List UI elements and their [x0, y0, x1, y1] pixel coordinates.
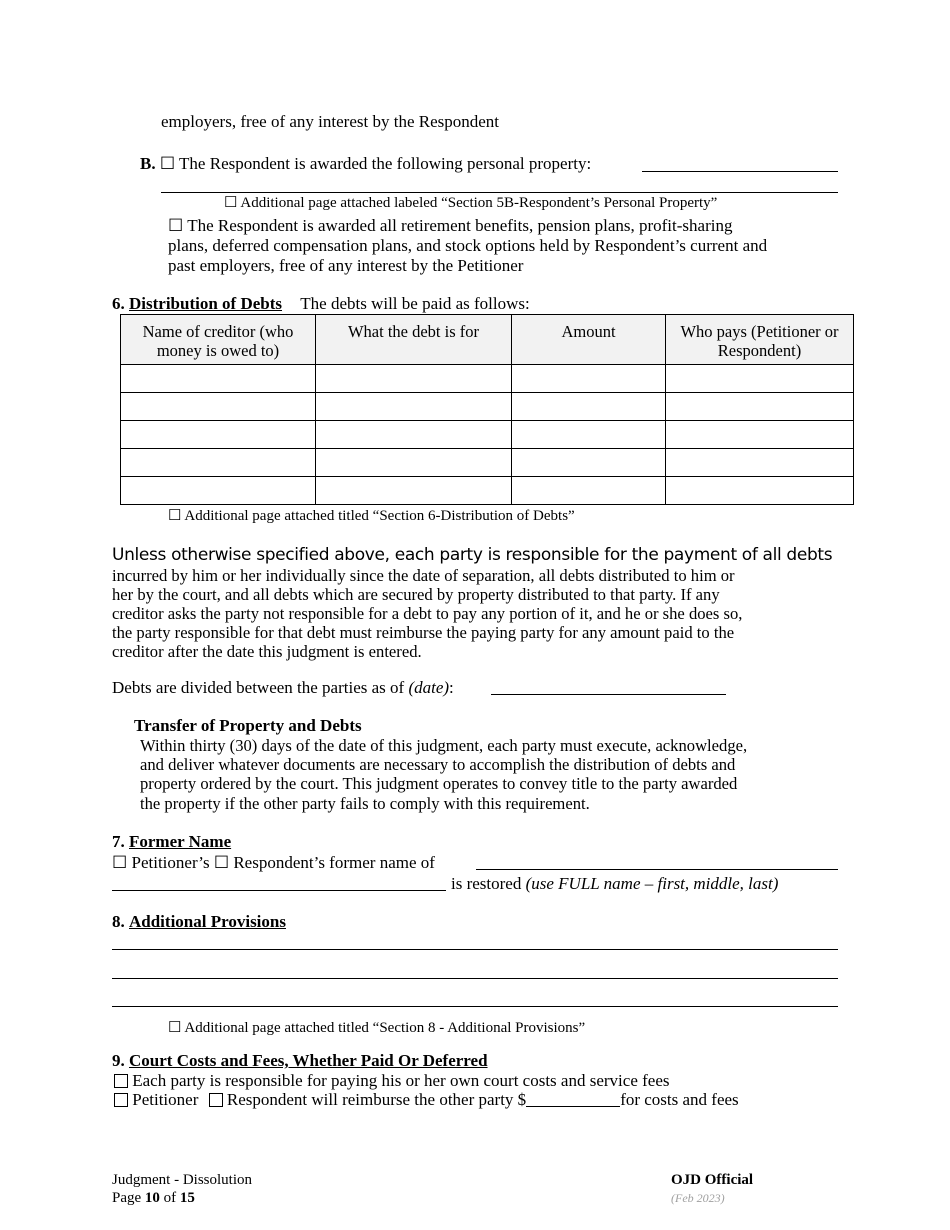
- col-amount-label: Amount: [561, 322, 616, 341]
- costs-suffix: for costs and fees: [620, 1090, 739, 1109]
- col-creditor-label: Name of creditor (who money is owed to): [142, 322, 294, 360]
- section8-attach-checkbox[interactable]: ☐: [168, 1020, 182, 1036]
- responsibility-line: creditor after the date this judgment is entered.: [112, 641, 422, 661]
- provisions-field-2[interactable]: [112, 978, 838, 979]
- respondent-checkbox[interactable]: ☐: [213, 853, 230, 872]
- responsibility-line: creditor asks the party not responsible for a debt to pay any portion of it, and he or she does so,: [112, 603, 743, 623]
- section5b-label: B.: [140, 154, 156, 173]
- footer-doc-title: Judgment - Dissolution: [112, 1172, 253, 1188]
- responsibility-line: incurred by him or her individually since the date of separation, all debts distributed to him or: [112, 565, 735, 585]
- table-row: [121, 449, 854, 477]
- debts-date-line: [112, 678, 454, 697]
- transfer-line: Within thirty (30) days of the date of this judgment, each party must execute, acknowledge,: [140, 736, 748, 755]
- table-cell[interactable]: [121, 449, 316, 477]
- transfer-line: property ordered by the court. This judgment operates to convey title to the party awarded: [140, 774, 738, 794]
- debts-date-field[interactable]: [491, 694, 726, 695]
- retirement-checkbox[interactable]: ☐: [168, 216, 184, 235]
- table-row: [121, 365, 854, 393]
- col-who-pays-label: Who pays (Petitioner or Respondent): [680, 322, 839, 360]
- own-costs-checkbox[interactable]: [114, 1074, 128, 1088]
- former-name-field-1[interactable]: [476, 869, 838, 870]
- table-row: [121, 393, 854, 421]
- provisions-field-1[interactable]: [112, 949, 838, 950]
- table-cell[interactable]: [316, 421, 512, 449]
- petitioner-reimburse-checkbox[interactable]: [114, 1093, 128, 1107]
- col-debt-for: [316, 315, 512, 365]
- section7-title: Former Name: [129, 832, 232, 851]
- table-cell[interactable]: [666, 477, 854, 505]
- table-cell[interactable]: [666, 421, 854, 449]
- footer-page-label: Page: [112, 1190, 145, 1206]
- former-name-field-2[interactable]: [112, 890, 446, 891]
- table-cell[interactable]: [512, 477, 666, 505]
- section7-heading: [112, 832, 231, 851]
- table-cell[interactable]: [316, 393, 512, 421]
- footer-official: OJD Official: [671, 1172, 754, 1188]
- section5b-checkbox[interactable]: ☐: [159, 154, 176, 173]
- retirement-text-1: The Respondent is awarded all retirement benefits, pension plans, profit-sharing: [187, 216, 733, 235]
- col-creditor: [121, 315, 316, 365]
- section8-attach-text: Additional page attached titled “Section 8 - Additional Provisions”: [184, 1020, 586, 1036]
- debts-table: [120, 314, 854, 505]
- table-cell[interactable]: [512, 449, 666, 477]
- section5b-attach-checkbox[interactable]: ☐: [224, 195, 238, 211]
- section8-heading: [112, 912, 286, 931]
- personal-property-field-1[interactable]: [642, 171, 838, 172]
- costs-option-1: [114, 1071, 669, 1090]
- debts-date-italic: (date): [408, 678, 450, 697]
- former-name-line: [112, 853, 435, 872]
- petitioner-label: Petitioner’s: [131, 853, 210, 872]
- table-cell[interactable]: [512, 365, 666, 393]
- restored-italic: (use FULL name – first, middle, last): [525, 874, 779, 893]
- section9-heading: [112, 1051, 488, 1070]
- restored-text: is restored: [451, 874, 526, 893]
- respondent-reimburse-checkbox[interactable]: [209, 1093, 223, 1107]
- section8-title: Additional Provisions: [129, 912, 286, 931]
- debts-date-suffix: :: [449, 678, 454, 697]
- table-cell[interactable]: [121, 477, 316, 505]
- section6-heading: [112, 294, 530, 313]
- section5-carry-text: employers, free of any interest by the Respondent: [161, 112, 500, 131]
- section7-num: 7.: [112, 832, 125, 851]
- section5b-attach-line: [224, 195, 717, 212]
- table-cell[interactable]: [666, 365, 854, 393]
- petitioner-checkbox[interactable]: ☐: [112, 853, 128, 872]
- section5b-text: The Respondent is awarded the following personal property:: [179, 154, 592, 173]
- own-costs-text: Each party is responsible for paying his or her own court costs and service fees: [132, 1071, 670, 1090]
- col-amount: [512, 315, 666, 365]
- responsibility-line: Unless otherwise specified above, each party is responsible for the payment of all debts: [112, 545, 833, 565]
- table-cell[interactable]: [666, 449, 854, 477]
- section6-num: 6.: [112, 294, 125, 313]
- section8-attach-line: [168, 1020, 585, 1037]
- transfer-title: Transfer of Property and Debts: [134, 716, 362, 735]
- footer-page-line: [112, 1190, 195, 1207]
- table-cell[interactable]: [121, 393, 316, 421]
- transfer-paragraph: [140, 736, 840, 813]
- table-cell[interactable]: [512, 393, 666, 421]
- responsibility-paragraph: [112, 546, 842, 661]
- petitioner-reimburse-label: Petitioner: [132, 1090, 199, 1109]
- section6-attach-text: Additional page attached titled “Section 6-Distribution of Debts”: [184, 508, 575, 524]
- table-cell[interactable]: [316, 477, 512, 505]
- section6-title: Distribution of Debts: [129, 294, 283, 313]
- col-debt-for-label: What the debt is for: [347, 322, 480, 341]
- retirement-text-2: plans, deferred compensation plans, and stock options held by Respondent’s current and: [168, 236, 768, 255]
- personal-property-field-2[interactable]: [161, 192, 838, 193]
- section9-num: 9.: [112, 1051, 125, 1070]
- table-cell[interactable]: [121, 421, 316, 449]
- respondent-reimburse-text: Respondent will reimburse the other party $: [226, 1090, 527, 1109]
- reimburse-amount-field[interactable]: [526, 1092, 620, 1107]
- section8-num: 8.: [112, 912, 125, 931]
- transfer-line: the property if the other party fails to comply with this requirement.: [140, 793, 590, 813]
- debts-date-prefix: Debts are divided between the parties as of: [112, 678, 409, 697]
- table-cell[interactable]: [512, 421, 666, 449]
- responsibility-line: her by the court, and all debts which are secured by property distributed to that party. If any: [112, 584, 720, 604]
- table-row: [121, 477, 854, 505]
- provisions-field-3[interactable]: [112, 1006, 838, 1007]
- section6-attach-line: [168, 508, 575, 525]
- table-cell[interactable]: [121, 365, 316, 393]
- col-who-pays: [666, 315, 854, 365]
- responsibility-line: the party responsible for that debt must reimburse the paying party for any amount paid to the: [112, 622, 735, 642]
- footer-date: (Feb 2023): [671, 1191, 725, 1205]
- respondent-label: Respondent’s former name of: [233, 853, 435, 872]
- section6-attach-checkbox[interactable]: ☐: [168, 508, 182, 524]
- costs-option-2: [114, 1090, 739, 1109]
- table-row: [121, 421, 854, 449]
- section5b-attach-text: Additional page attached labeled “Section 5B-Respondent’s Personal Property”: [240, 195, 718, 211]
- debts-table-header: [121, 315, 854, 365]
- table-cell[interactable]: [666, 393, 854, 421]
- transfer-line: and deliver whatever documents are necessary to accomplish the distribution of debts and: [140, 755, 736, 775]
- section6-subtitle: The debts will be paid as follows:: [300, 294, 530, 313]
- table-cell[interactable]: [316, 365, 512, 393]
- footer-page-total: 15: [179, 1190, 195, 1206]
- retirement-text-3: past employers, free of any interest by the Petitioner: [168, 256, 524, 275]
- footer-of-label: of: [159, 1190, 180, 1206]
- section5b-line: [140, 154, 591, 173]
- section9-title: Court Costs and Fees, Whether Paid Or Deferred: [129, 1051, 488, 1070]
- footer-page-num: 10: [144, 1190, 160, 1206]
- table-cell[interactable]: [316, 449, 512, 477]
- retirement-line-1: [168, 216, 732, 235]
- restored-line: [451, 874, 778, 893]
